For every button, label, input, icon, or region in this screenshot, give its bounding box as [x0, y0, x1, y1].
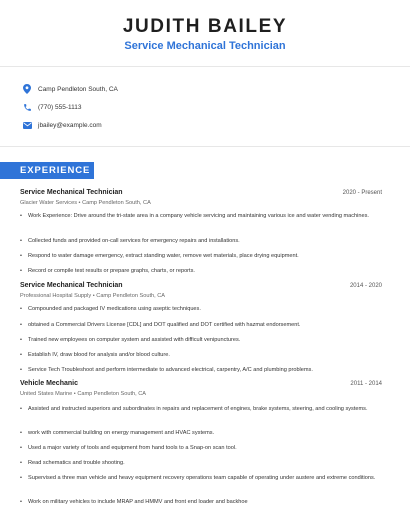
job-dates: 2011 - 2014	[350, 381, 382, 387]
bullet-item: • Read schematics and trouble shooting.	[20, 459, 378, 468]
company-location: Camp Pendleton South, CA	[77, 391, 147, 397]
job-title: Vehicle Mechanic	[20, 380, 78, 387]
bullet-item: • Work on military vehicles to include MRAP and HMMV and front end loader and backhoe	[20, 498, 378, 507]
bullet-item: • Trained new employees on computer system and assisted with difficult venipunctures.	[20, 336, 378, 345]
job-subtitle: Glacier Water Services • Camp Pendleton South, CA	[20, 200, 151, 206]
bullet-item: • Work Experience: Drive around the tri-state area in a company vehicle servicing and maintaining various ice and water vending machines.	[20, 212, 378, 221]
bullet-item: • Record or compile test results or prepare graphs, charts, or reports.	[20, 267, 378, 276]
company-location: Camp Pendleton South, CA	[96, 293, 166, 299]
bullet-item: • Supervised a three man vehicle and heavy equipment recovery operations team capable of operating under austere and extreme conditions.	[20, 474, 378, 483]
candidate-name: JUDITH BAILEY	[122, 16, 288, 37]
bullet-item: • Compounded and packaged IV medications using aseptic techniques.	[20, 305, 378, 314]
location-text: Camp Pendleton South, CA	[38, 85, 118, 93]
phone-icon	[22, 102, 32, 112]
contact-divider	[0, 146, 410, 147]
email-icon	[22, 120, 32, 130]
bullet-item: • Establish IV, draw blood for analysis and/or blood culture.	[20, 351, 378, 360]
company-name: United States Marine	[20, 391, 73, 397]
job-subtitle: Professional Hospital Supply • Camp Pendleton South, CA	[20, 293, 166, 299]
phone-link[interactable]: (770) 555-1113	[38, 103, 82, 111]
bullet-item: • Collected funds and provided on-call services for emergency repairs and installations.	[20, 237, 378, 246]
company-location: Camp Pendleton South, CA	[82, 200, 151, 206]
section-header-experience: EXPERIENCE	[0, 162, 94, 179]
bullet-item: • work with commercial building on energy management and HVAC systems.	[20, 429, 378, 438]
bullet-item: • Respond to water damage emergency, extract standing water, remove wet materials, place drying equipment.	[20, 252, 378, 261]
job-subtitle: United States Marine • Camp Pendleton South, CA	[20, 391, 147, 397]
contact-email	[22, 119, 102, 131]
company-name: Glacier Water Services	[20, 200, 77, 206]
job-dates: 2014 - 2020	[349, 283, 382, 289]
job-headline: Service Mechanical Technician	[124, 40, 286, 52]
job-dates: 2020 - Present	[342, 190, 382, 196]
job-title: Service Mechanical Technician	[20, 189, 123, 196]
contact-phone	[22, 101, 82, 113]
job-title: Service Mechanical Technician	[20, 282, 123, 289]
bullet-item: • Service Tech Troubleshoot and perform intermediate to advanced electrical, carpentry, A/C and plumbing problems.	[20, 366, 378, 375]
bullet-item: • Assisted and instructed superiors and subordinates in repairs and replacement of engines, brake systems, steering, and cooling systems.	[20, 405, 378, 414]
header-divider	[0, 66, 410, 67]
map-pin-icon	[22, 84, 32, 94]
company-name: Professional Hospital Supply	[20, 293, 92, 299]
bullet-item: • obtained a Commercial Drivers License [CDL] and DOT qualified and DOT certified with hazmat endorsement.	[20, 321, 378, 330]
bullet-item: • Used a major variety of tools and equipment from hand tools to a Snap-on scan tool.	[20, 444, 378, 453]
contact-location	[22, 83, 118, 95]
email-link[interactable]: jbailey@example.com	[38, 121, 102, 129]
